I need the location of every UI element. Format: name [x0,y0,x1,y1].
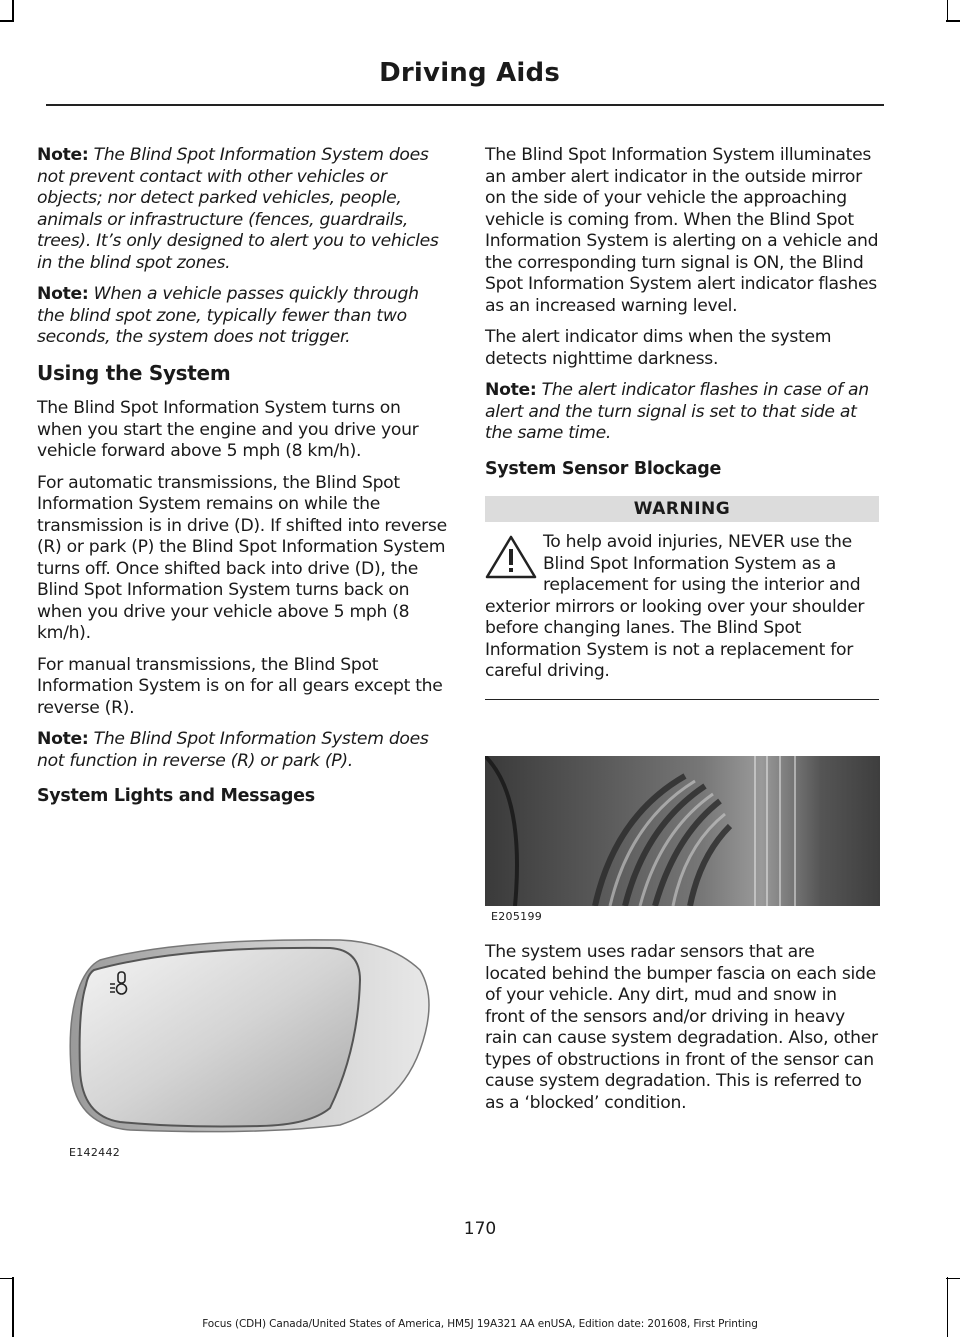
right-column-lower [485,942,879,1124]
side-mirror-illustration [60,930,440,1140]
crop-mark [0,20,14,22]
left-column [37,145,447,824]
header-rule [46,104,884,106]
right-column [485,145,879,700]
crop-mark [12,0,14,22]
note-paragraph [485,380,879,445]
heading-using-the-system: Using the System [37,360,231,385]
body-paragraph: The system uses radar sensors that are located behind the bumper fascia on each side of your vehicle. Any dirt, mud and snow in front of the sensors and/or driving in heavy rain can cause system degradation. Also, other types of obstructions in front of the sensor can cause system degradation. This is referred to as a ‘blocked’ condition. [485,942,878,1113]
crop-mark [946,1278,960,1280]
warning-rule [485,699,879,701]
note-paragraph [37,729,447,772]
crop-mark [0,1278,14,1280]
body-paragraph: The Blind Spot Information System illuminates an amber alert indicator in the outside mirror on the side of your vehicle the approaching vehicle is coming from. When the Blind Spot Information System is alerting on a vehicle and the corresponding turn signal is ON, the Blind Spot Information System alert indicator flashes as an increased warning level. [485,145,879,316]
note-paragraph [37,145,447,274]
bumper-illustration [485,756,880,906]
crop-mark [946,20,960,22]
note-text: When a vehicle passes quickly through the blind spot zone, typically fewer than two seconds, the system does not trigger. [37,284,419,347]
mirror-figure [60,930,440,1159]
heading-sensor-blockage: System Sensor Blockage [485,458,722,479]
footer-text: Focus (CDH) Canada/United States of America, HM5J 19A321 AA enUSA, Edition date: 201608, First Printing [202,1318,758,1330]
body-paragraph: The Blind Spot Information System turns on when you start the engine and you drive your vehicle forward above 5 mph (8 km/h). [37,398,419,461]
crop-mark [947,0,949,22]
note-label: Note: [485,380,537,400]
warning-text: To help avoid injuries, NEVER use the Blind Spot Information System as a replacement for using the interior and exterior mirrors or looking over your shoulder before changing lanes. The Blind Spot Information System is not a replacement for careful driving. [485,532,865,681]
note-text: The Blind Spot Information System does not function in reverse (R) or park (P). [37,729,429,771]
figure-code: E142442 [69,1146,121,1159]
warning-box [485,532,879,700]
body-paragraph: For manual transmissions, the Blind Spot Information System is on for all gears except the reverse (R). [37,654,443,718]
note-label: Note: [37,284,89,304]
radar-sensor-figure [485,756,880,906]
note-paragraph [37,284,447,349]
section-title: Driving Aids [379,58,560,88]
note-label: Note: [37,145,89,165]
heading-system-lights: System Lights and Messages [37,786,315,806]
note-label: Note: [37,729,89,749]
note-text: The Blind Spot Information System does not prevent contact with other vehicles or objects; nor detect parked vehicles, people, animals or infrastructure (fences, guardrails, trees). It’s only designed to alert you to vehicles in the blind spot zones. [37,145,439,273]
note-text: The alert indicator flashes in case of an alert and the turn signal is set to that side at the same time. [485,380,869,443]
figure-code: E205199 [491,910,543,923]
body-paragraph: For automatic transmissions, the Blind Spot Information System remains on while the transmission is in drive (D). If shifted into reverse (R) or park (P) the Blind Spot Information System turns off. Once shifted back into drive (D), the Blind Spot Information System turns back on when you drive your vehicle above 5 mph (8 km/h). [37,472,447,643]
page-number: 170 [463,1219,497,1239]
body-paragraph: The alert indicator dims when the system detects nighttime darkness. [485,327,832,369]
warning-triangle-icon [485,534,537,580]
warning-banner: WARNING [485,496,879,522]
